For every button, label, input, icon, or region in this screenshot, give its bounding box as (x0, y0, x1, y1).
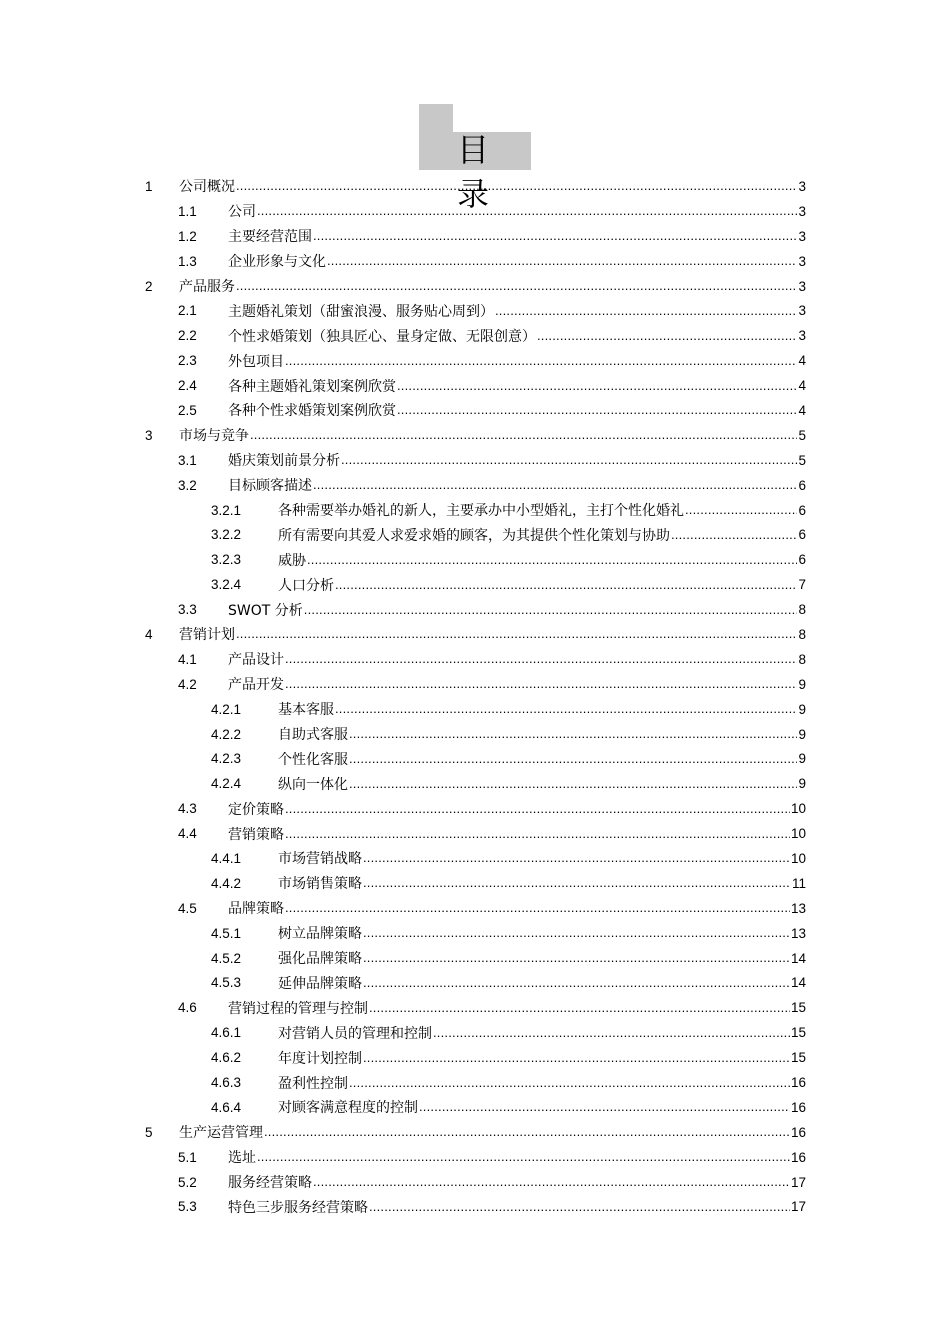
toc-entry-title: 各种需要举办婚礼的新人，主要承办中小型婚礼，主打个性化婚礼 (278, 503, 684, 520)
toc-dot-leader (671, 526, 797, 544)
toc-page-number: 4 (798, 353, 806, 369)
toc-entry[interactable] (145, 971, 806, 996)
toc-entry[interactable] (145, 1120, 806, 1145)
toc-page-number: 9 (798, 726, 806, 742)
toc-entry[interactable] (145, 1170, 806, 1195)
toc-entry[interactable] (145, 672, 806, 697)
toc-entry-number: 4.5.2 (211, 950, 242, 966)
toc-entry-number: 4.6 (178, 1000, 197, 1016)
toc-entry-number: 2.5 (178, 402, 197, 418)
toc-entry-title: 特色三步服务经营策略 (228, 1199, 368, 1216)
toc-entry[interactable] (145, 348, 806, 373)
toc-entry-title: 树立品牌策略 (278, 926, 362, 943)
toc-entry-title: 目标顾客描述 (228, 478, 312, 495)
toc-entry-number: 3.2.2 (211, 527, 242, 543)
toc-entry-number: 4.2.3 (211, 751, 242, 767)
toc-entry-title: 自助式客服 (278, 727, 348, 744)
page-title: 目 录 (457, 131, 500, 213)
toc-entry[interactable] (145, 697, 806, 722)
toc-page-number: 14 (790, 950, 806, 966)
toc-entry-number: 5.1 (178, 1149, 197, 1165)
toc-entry-title: 主题婚礼策划（甜蜜浪漫、服务贴心周到） (228, 303, 494, 320)
toc-entry-number: 2.1 (178, 303, 197, 319)
toc-entry-number: 4.4.2 (211, 875, 242, 891)
toc-page-number: 13 (790, 900, 806, 916)
toc-entry-number: 4.1 (178, 651, 197, 667)
toc-entry-number: 4.5.3 (211, 975, 242, 991)
toc-dot-leader (335, 576, 797, 594)
toc-page-number: 3 (798, 203, 806, 219)
toc-entry[interactable] (145, 249, 806, 274)
toc-dot-leader (236, 177, 797, 195)
toc-entry[interactable] (145, 1145, 806, 1170)
toc-page-number: 9 (798, 776, 806, 792)
toc-entry[interactable] (145, 323, 806, 348)
toc-entry-number: 1.1 (178, 203, 197, 219)
toc-entry[interactable] (145, 423, 806, 448)
toc-entry[interactable] (145, 572, 806, 597)
toc-entry[interactable] (145, 398, 806, 423)
toc-page-number: 6 (798, 477, 806, 493)
toc-page-number: 16 (790, 1124, 806, 1140)
toc-dot-leader (304, 601, 798, 619)
toc-entry-title: 公司概况 (179, 179, 235, 196)
toc-entry[interactable] (145, 274, 806, 299)
toc-entry[interactable] (145, 597, 806, 622)
toc-page-number: 17 (790, 1199, 806, 1215)
toc-entry-number: 3.2.4 (211, 577, 242, 593)
toc-entry-title: 营销计划 (179, 627, 235, 644)
toc-entry-number: 1.3 (178, 253, 197, 269)
toc-page-number: 8 (798, 626, 806, 642)
toc-dot-leader (285, 825, 790, 843)
toc-dot-leader (349, 1074, 790, 1092)
toc-dot-leader (257, 202, 797, 220)
toc-entry-number: 3.2.3 (211, 552, 242, 568)
toc-entry[interactable] (145, 473, 806, 498)
toc-entry-number: 3.2.1 (211, 502, 242, 518)
toc-page-number: 16 (790, 1075, 806, 1090)
toc-dot-leader (313, 1173, 790, 1191)
toc-entry-title: 个性化客服 (278, 751, 348, 768)
toc-dot-leader (313, 227, 797, 245)
toc-entry[interactable] (145, 298, 806, 323)
toc-page-number: 3 (798, 178, 806, 194)
toc-entry-title: 个性求婚策划（独具匠心、量身定做、无限创意） (228, 328, 536, 345)
toc-entry-title: 年度计划控制 (278, 1050, 362, 1067)
toc-title-block (419, 104, 531, 213)
toc-dot-leader (313, 476, 797, 494)
toc-page-number: 10 (790, 850, 806, 866)
toc-entry-number: 2 (145, 278, 153, 294)
toc-page-number: 6 (798, 552, 806, 568)
toc-entry-title: 人口分析 (278, 577, 334, 594)
toc-entry-number: 2.2 (178, 328, 197, 344)
title-highlight (419, 104, 453, 170)
toc-entry[interactable] (145, 1095, 806, 1120)
toc-entry-title: 对顾客满意程度的控制 (278, 1100, 418, 1117)
toc-entry-title: 外包项目 (228, 353, 284, 370)
toc-page-number: 15 (790, 1000, 806, 1016)
toc-entry-title: 品牌策略 (228, 901, 284, 918)
table-of-contents (145, 174, 806, 1219)
toc-entry[interactable] (145, 224, 806, 249)
toc-page-number: 7 (798, 577, 806, 593)
toc-dot-leader (685, 501, 797, 519)
toc-entry-number: 2.3 (178, 353, 197, 369)
toc-page-number: 6 (798, 527, 806, 543)
toc-entry-number: 4.2.4 (211, 776, 242, 792)
toc-page-number: 4 (798, 402, 806, 418)
toc-entry[interactable] (145, 622, 806, 647)
toc-entry-number: 3.1 (178, 452, 197, 468)
toc-entry-title: 生产运营管理 (179, 1125, 263, 1142)
toc-entry-title: 婚庆策划前景分析 (228, 453, 340, 470)
toc-entry[interactable] (145, 946, 806, 971)
toc-page-number: 3 (798, 278, 806, 294)
toc-dot-leader (349, 750, 797, 768)
toc-page-number: 10 (790, 826, 806, 842)
toc-entry-title: 营销策略 (228, 826, 284, 843)
toc-dot-leader (307, 551, 797, 569)
toc-dot-leader (285, 800, 790, 818)
toc-entry-number: 4.2 (178, 676, 197, 692)
toc-entry-number: 5 (145, 1124, 153, 1140)
toc-page-number: 3 (798, 228, 806, 244)
toc-page-number: 16 (790, 1099, 806, 1115)
toc-page-number: 3 (798, 303, 806, 319)
toc-entry[interactable] (145, 722, 806, 747)
toc-entry-title: 强化品牌策略 (278, 951, 362, 968)
toc-entry[interactable] (145, 647, 806, 672)
toc-page-number: 9 (798, 751, 806, 767)
toc-entry-number: 4.4.1 (211, 850, 242, 866)
toc-entry-title: 对营销人员的管理和控制 (278, 1025, 432, 1042)
toc-dot-leader (285, 352, 797, 370)
toc-entry[interactable] (145, 871, 806, 896)
toc-dot-leader (433, 1024, 790, 1042)
toc-entry-title: 营销过程的管理与控制 (228, 1000, 368, 1017)
toc-dot-leader (397, 377, 797, 395)
toc-dot-leader (349, 725, 797, 743)
toc-entry-title: 盈利性控制 (278, 1075, 348, 1092)
toc-dot-leader (285, 650, 797, 668)
toc-page-number: 3 (798, 328, 806, 344)
toc-dot-leader (363, 924, 790, 942)
toc-entry[interactable] (145, 995, 806, 1020)
toc-entry-title: 市场营销战略 (278, 851, 362, 868)
toc-entry-number: 4.6.3 (211, 1075, 242, 1090)
toc-dot-leader (341, 451, 797, 469)
toc-entry-title: 市场销售策略 (278, 876, 362, 893)
toc-dot-leader (537, 327, 797, 345)
toc-entry[interactable] (145, 896, 806, 921)
toc-entry-title: 产品服务 (179, 279, 235, 295)
toc-page-number: 17 (790, 1174, 806, 1190)
toc-entry-title: 基本客服 (278, 702, 334, 719)
toc-entry-title: 服务经营策略 (228, 1175, 312, 1192)
toc-page-number: 10 (790, 801, 806, 817)
toc-entry[interactable] (145, 1070, 806, 1095)
toc-dot-leader (250, 426, 797, 444)
toc-entry-number: 3.3 (178, 602, 197, 618)
toc-entry-number: 1 (145, 178, 153, 194)
toc-entry[interactable] (145, 746, 806, 771)
toc-dot-leader (397, 401, 797, 419)
toc-entry[interactable] (145, 796, 806, 821)
toc-entry-number: 5.2 (178, 1174, 197, 1190)
toc-entry[interactable] (145, 821, 806, 846)
toc-entry[interactable] (145, 1045, 806, 1070)
toc-entry-title: 威胁 (278, 552, 306, 569)
toc-entry-title: 各种主题婚礼策划案例欣赏 (228, 378, 396, 395)
toc-entry[interactable] (145, 498, 806, 523)
toc-entry[interactable] (145, 199, 806, 224)
toc-entry-number: 4.6.2 (211, 1050, 242, 1066)
toc-entry-number: 5.3 (178, 1199, 197, 1215)
toc-entry-number: 4 (145, 626, 153, 642)
toc-dot-leader (236, 625, 797, 643)
toc-entry[interactable] (145, 771, 806, 796)
toc-page-number: 14 (790, 975, 806, 991)
toc-entry-number: 3.2 (178, 477, 197, 493)
toc-page-number: 8 (798, 651, 806, 667)
toc-entry-title: 选址 (228, 1150, 256, 1167)
toc-dot-leader (285, 675, 797, 693)
toc-dot-leader (257, 1148, 790, 1166)
toc-entry-title: 定价策略 (228, 801, 284, 818)
toc-page-number: 5 (798, 427, 806, 443)
toc-entry-number: 4.6.1 (211, 1025, 242, 1041)
toc-entry[interactable] (145, 448, 806, 473)
toc-entry[interactable] (145, 174, 806, 199)
toc-dot-leader (349, 775, 797, 793)
toc-dot-leader (285, 899, 790, 917)
toc-dot-leader (335, 700, 797, 718)
toc-entry-title: 市场与竞争 (179, 428, 249, 445)
toc-entry[interactable] (145, 1195, 806, 1220)
toc-page-number: 3 (798, 253, 806, 269)
toc-entry-title: 公司 (228, 204, 256, 221)
toc-entry-title: 企业形象与文化 (228, 254, 326, 271)
toc-entry-title: 产品设计 (228, 652, 284, 669)
toc-entry-number: 3 (145, 427, 153, 443)
toc-entry-number: 4.3 (178, 801, 197, 817)
toc-entry-number: 4.4 (178, 826, 197, 842)
toc-page-number: 15 (790, 1050, 806, 1066)
toc-entry-number: 1.2 (178, 228, 197, 244)
toc-dot-leader (363, 1049, 790, 1067)
toc-entry-number: 4.5 (178, 900, 197, 916)
toc-entry-number: 2.4 (178, 378, 197, 394)
toc-dot-leader (495, 302, 797, 320)
toc-dot-leader (363, 849, 790, 867)
toc-page-number: 4 (798, 378, 806, 394)
toc-entry-title: 所有需要向其爱人求爱求婚的顾客，为其提供个性化策划与协助 (278, 527, 670, 544)
toc-entry[interactable] (145, 373, 806, 398)
toc-dot-leader (363, 949, 790, 967)
toc-dot-leader (369, 1198, 790, 1216)
toc-entry[interactable] (145, 547, 806, 572)
toc-dot-leader (264, 1123, 790, 1141)
toc-dot-leader (327, 252, 797, 270)
toc-entry-number: 4.6.4 (211, 1099, 242, 1115)
toc-page-number: 9 (798, 701, 806, 717)
toc-entry-title: 纵向一体化 (278, 776, 348, 793)
toc-entry[interactable] (145, 1020, 806, 1045)
toc-entry-number: 4.5.1 (211, 925, 242, 941)
toc-entry[interactable] (145, 921, 806, 946)
toc-page-number: 9 (798, 676, 806, 692)
toc-entry-title: 各种个性求婚策划案例欣赏 (228, 403, 396, 420)
toc-entry-title: 延伸品牌策略 (278, 975, 362, 992)
toc-entry-number: 4.2.2 (211, 726, 242, 742)
toc-entry-number: 4.2.1 (211, 701, 242, 717)
toc-dot-leader (363, 874, 791, 892)
toc-page-number: 11 (791, 875, 806, 891)
toc-dot-leader (419, 1098, 790, 1116)
toc-entry-title: 主要经营范围 (228, 229, 312, 246)
toc-dot-leader (369, 999, 790, 1017)
toc-dot-leader (236, 277, 797, 295)
toc-entry[interactable] (145, 522, 806, 547)
toc-page-number: 6 (798, 502, 806, 518)
toc-entry-title: SWOT 分析 (228, 602, 303, 619)
toc-page-number: 13 (790, 925, 806, 941)
toc-page-number: 5 (798, 452, 806, 468)
toc-dot-leader (363, 974, 790, 992)
toc-page-number: 15 (790, 1025, 806, 1041)
toc-page-number: 8 (798, 602, 806, 618)
toc-page-number: 16 (790, 1149, 806, 1165)
toc-entry[interactable] (145, 846, 806, 871)
toc-entry-title: 产品开发 (228, 677, 284, 694)
